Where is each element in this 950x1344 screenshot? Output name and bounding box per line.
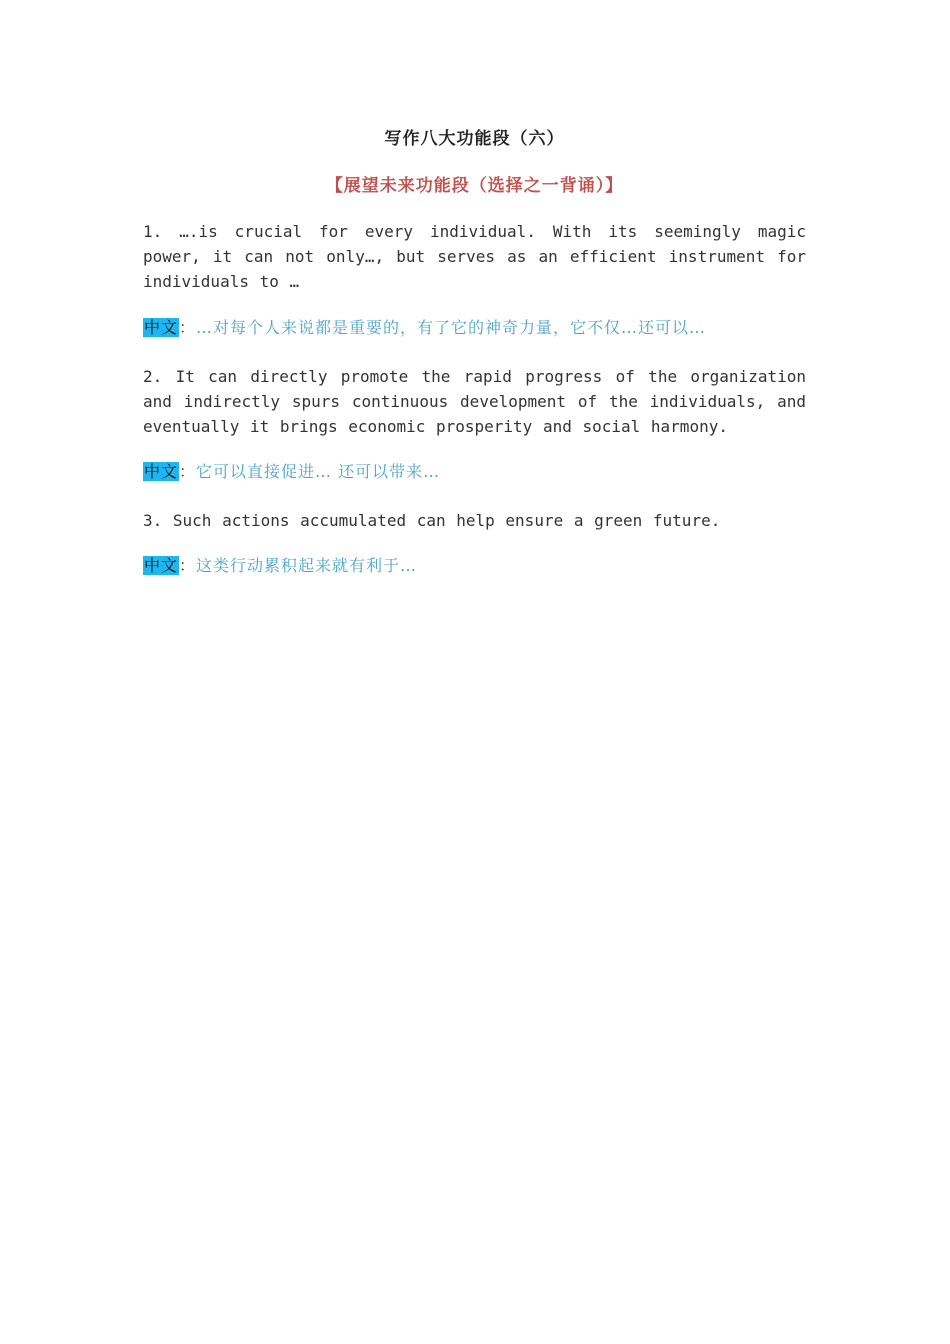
english-sentence-2: 2. It can directly promote the rapid progress of the organization and indirectly spurs continuous development of the individuals, and eventually it brings economic prosperity and social harmony.: [143, 367, 806, 436]
chinese-translation-2: [143, 461, 806, 483]
chinese-text: 这类行动累积起来就有利于…: [196, 556, 418, 575]
chinese-label: 中文: [144, 462, 179, 481]
chinese-translation-3: [143, 555, 806, 577]
label-colon: ：: [179, 462, 197, 481]
label-colon: ：: [179, 318, 197, 337]
page-title: 写作八大功能段（六）: [384, 129, 565, 149]
chinese-text: …对每个人来说都是重要的，有了它的神奇力量，它不仅…还可以…: [196, 318, 707, 337]
english-sentence-1: 1. ….is crucial for every individual. With its seemingly magic power, it can not only…, but serves as an efficient instrument for individuals to …: [143, 222, 806, 291]
chinese-translation-1: [143, 317, 806, 339]
label-colon: ：: [179, 556, 197, 575]
chinese-label: 中文: [144, 318, 179, 337]
chinese-label: 中文: [144, 556, 179, 575]
chinese-text: 它可以直接促进… 还可以带来…: [196, 462, 441, 481]
section-subtitle: 【展望未来功能段（选择之一背诵）】: [325, 176, 624, 196]
english-sentence-3: 3. Such actions accumulated can help ensure a green future.: [143, 511, 721, 530]
